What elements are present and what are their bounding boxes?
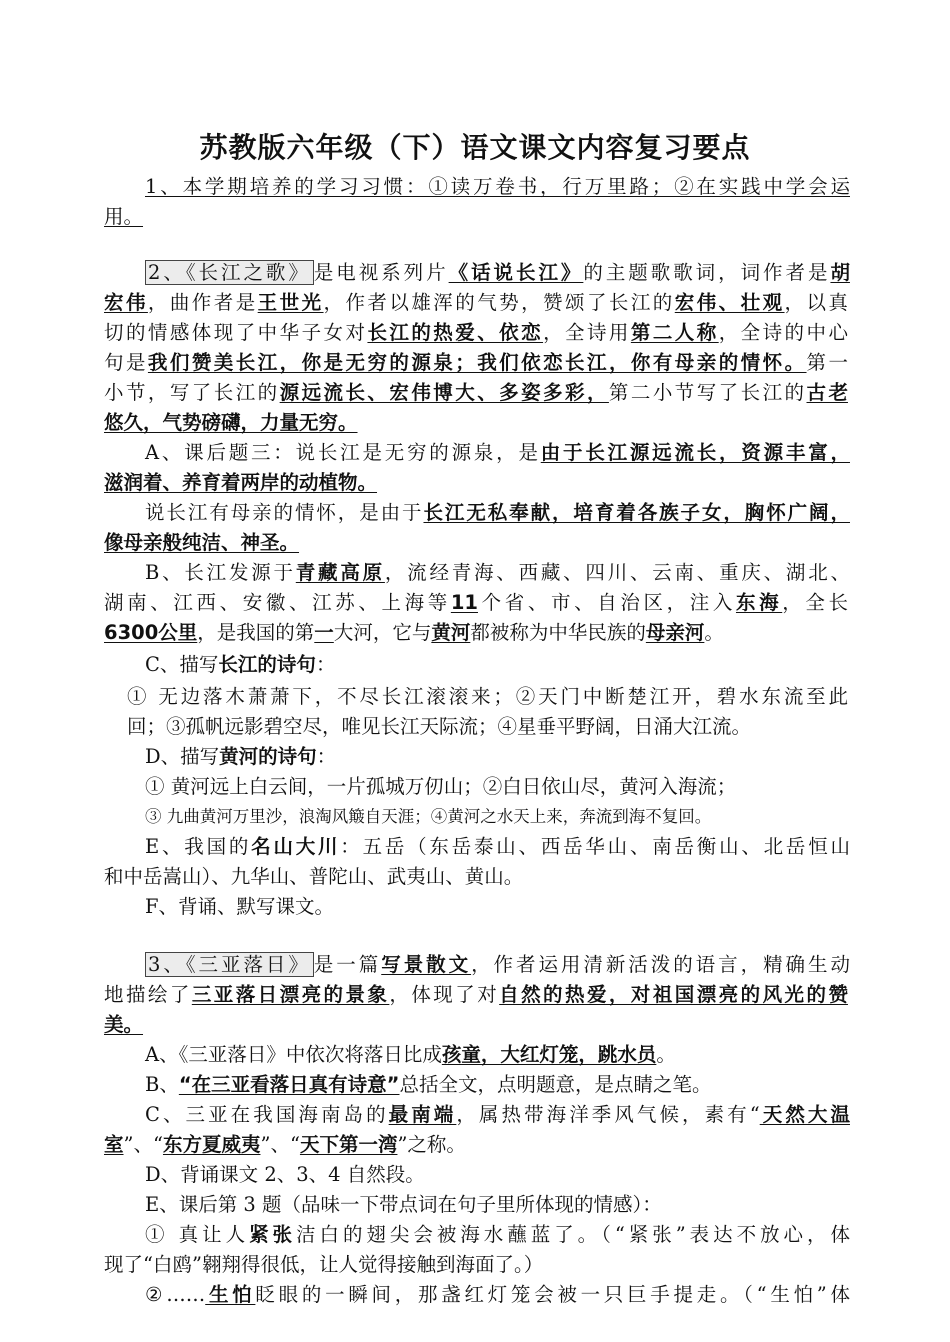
s3-key: 三亚落日漂亮的景象 xyxy=(191,983,390,1006)
s2-B-1 xyxy=(145,558,850,588)
s3-t: A、《三亚落日》中依次将落日比成 xyxy=(145,1043,442,1066)
s3-t: 。 xyxy=(656,1043,676,1066)
s2-line-6 xyxy=(104,408,848,438)
s2-key: 长江的诗句 xyxy=(218,653,316,676)
s2-t: ： xyxy=(315,653,336,676)
s2-line-1 xyxy=(145,258,850,288)
s3-C-2 xyxy=(104,1130,848,1160)
s2-t: ： xyxy=(316,745,337,768)
s2-t: B、长江发源于 xyxy=(145,561,296,584)
s2-t: ，以真 xyxy=(784,291,848,314)
s3-t: ，作者运用清新活泼的语言，精确生动 xyxy=(471,953,850,976)
s2-B-3 xyxy=(104,618,848,648)
s3-t: 眨眼的一瞬间，那盏红灯笼会被一只巨手提走。（“生怕”体 xyxy=(255,1283,850,1306)
s3-line-2 xyxy=(104,980,848,1010)
page-title: 苏教版六年级（下）语文课文内容复习要点 xyxy=(199,131,751,164)
s3-t: ”之称。 xyxy=(397,1133,466,1156)
s2-t: ，全诗的中心 xyxy=(718,321,848,344)
s2-t: ① 无边落木萧萧下，不尽长江滚滚来；②天门中断楚江开，碧水东流至此 xyxy=(127,685,848,708)
s2-t: 第二小节写了长江的 xyxy=(608,381,807,404)
s3-t: 洁白的翅尖会被海水蘸蓝了。（“紧张”表达不放心，体 xyxy=(296,1223,850,1246)
s2-key: 我们赞美长江，你是无穷的源泉；我们依恋长江，你有母亲的情怀。 xyxy=(147,351,807,374)
s2-D-3 xyxy=(145,802,850,832)
s3-t: 现了“白鸥”翱翔得很低，让人觉得接触到海面了。） xyxy=(104,1253,544,1276)
s3-key: 紧张 xyxy=(249,1223,297,1246)
s2-C-3 xyxy=(127,712,848,742)
s2-line-4 xyxy=(104,348,848,378)
s2-t: 是电视系列片 xyxy=(313,261,449,284)
s2-E-1 xyxy=(145,832,850,862)
s1-line-1 xyxy=(145,172,850,202)
s2-F xyxy=(145,892,850,922)
s2-key: 长江的热爱、依恋 xyxy=(367,321,544,344)
s3-key: 孩童，大红灯笼，跳水员 xyxy=(441,1043,657,1066)
s3-t: B、 xyxy=(145,1073,179,1096)
s2-line-2 xyxy=(104,288,848,318)
s2-t: D、描写 xyxy=(145,745,220,768)
s2-t: 。 xyxy=(704,621,724,644)
s2-lyricist: 胡 xyxy=(830,261,850,284)
s3-E-1 xyxy=(145,1190,850,1220)
s2-A-1 xyxy=(145,438,850,468)
s3-t: 总括全文，点明题意，是点睛之笔。 xyxy=(399,1073,712,1096)
s2-key: 东海 xyxy=(735,591,783,614)
s3-A xyxy=(145,1040,850,1070)
s2-key: 源远流长、宏伟博大、多姿多彩， xyxy=(279,381,609,404)
s3-t: ”、“ xyxy=(260,1133,300,1156)
s3-line-3 xyxy=(104,1010,848,1040)
s3-key: 生怕 xyxy=(205,1283,256,1306)
s3-B xyxy=(145,1070,850,1100)
s3-t: E、课后第 3 题（品味一下带点词在句子里所体现的情感）： xyxy=(145,1193,662,1216)
s2-key: 滋润着、养育着两岸的动植物。 xyxy=(104,471,378,494)
s2-t: ，全诗用 xyxy=(543,321,631,344)
s2-t: ① 黄河远上白云间，一片孤城万仞山；②白日依山尽，黄河入海流； xyxy=(145,775,737,798)
s2-t: 个省、市、自治区，注入 xyxy=(477,591,736,614)
s2-t: ，是我国的第 xyxy=(197,621,315,644)
s3-t: C、三亚在我国海南岛的 xyxy=(145,1103,389,1126)
s3-t: 是一篇 xyxy=(313,953,382,976)
s2-t: ，全长 xyxy=(782,591,848,614)
s3-E-4 xyxy=(145,1280,850,1310)
s2-composer: 王世光 xyxy=(257,291,324,314)
s2-t: 湖南、江西、安徽、江苏、上海等 xyxy=(104,591,451,614)
s2-t: 回；③孤帆远影碧空尽，唯见长江天际流；④星垂平野阔，日涌大江流。 xyxy=(127,715,752,738)
s2-key: 一 xyxy=(314,621,334,644)
s2-D-1 xyxy=(145,742,850,772)
s2-key: 黄河 xyxy=(431,621,471,644)
s3-key: 室 xyxy=(104,1133,124,1156)
s2-t: ，流经青海、西藏、四川、云南、重庆、湖北、 xyxy=(384,561,850,584)
s2-t: ：五岳（东岳泰山、西岳华山、南岳衡山、北岳恒山 xyxy=(340,835,850,858)
s3-key: 自然的热爱，对祖国漂亮的风光的赞 xyxy=(499,983,848,1006)
s3-key: 天然大温 xyxy=(759,1103,850,1126)
s3-key: “在三亚看落日真有诗意” xyxy=(178,1073,400,1096)
s2-t: E、我国的 xyxy=(145,835,252,858)
s2-A-3 xyxy=(145,498,850,528)
s2-E-2 xyxy=(104,862,848,892)
s2-t: 和中岳嵩山）、九华山、普陀山、武夷山、黄山。 xyxy=(104,865,524,888)
s3-t: D、背诵课文 2、3、4 自然段。 xyxy=(145,1163,425,1186)
s2-C-2 xyxy=(127,682,848,712)
s2-key: 长江无私奉献，培育着各族子女，胸怀广阔， xyxy=(423,501,850,524)
s2-key: 古老 xyxy=(806,381,848,404)
s2-t: C、描写 xyxy=(145,653,219,676)
s2-key: 第二人称 xyxy=(630,321,719,344)
s2-A-4 xyxy=(104,528,848,558)
section-label-changjiang: 2、《长江之歌》 xyxy=(145,260,314,285)
s3-t: ②…… xyxy=(145,1283,206,1306)
s2-line-3 xyxy=(104,318,848,348)
s2-line-5 xyxy=(104,378,848,408)
s3-t: ”、“ xyxy=(123,1133,163,1156)
s3-E-2 xyxy=(145,1220,850,1250)
s3-E-3 xyxy=(104,1250,848,1280)
s3-key: 最南端 xyxy=(388,1103,457,1126)
s2-lyricist: 宏伟 xyxy=(104,291,148,314)
s2-t: 句是 xyxy=(104,351,148,374)
s2-key: 名山大川 xyxy=(251,835,341,858)
s2-t: 大河，它与 xyxy=(333,621,432,644)
s2-t: A、课后题三：说长江是无穷的源泉，是 xyxy=(145,441,541,464)
s2-t: 切的情感体现了中华子女对 xyxy=(104,321,368,344)
s3-D xyxy=(145,1160,850,1190)
s2-t: 都被称为中华民族的 xyxy=(470,621,646,644)
s2-t: 说长江有母亲的情怀，是由于 xyxy=(145,501,424,524)
s2-C-1 xyxy=(145,650,850,680)
s3-key: 东方夏威夷 xyxy=(162,1133,261,1156)
s2-D-2 xyxy=(145,772,850,802)
s2-t: ，曲作者是 xyxy=(147,291,258,314)
s3-key: 写景散文 xyxy=(381,953,472,976)
s3-t: ，体现了对 xyxy=(389,983,500,1006)
s2-t: F、背诵、默写课文。 xyxy=(145,895,335,918)
s3-t: ，属热带海洋季风气候，素有“ xyxy=(456,1103,760,1126)
s3-key: 美。 xyxy=(104,1013,144,1036)
s3-t: 地描绘了 xyxy=(104,983,192,1006)
s2-t: ③ 九曲黄河万里沙，浪淘风簸自天涯；④黄河之水天上来，奔流到海不复回。 xyxy=(145,807,712,826)
s2-song-series: 《话说长江》 xyxy=(448,261,584,284)
s2-B-2 xyxy=(104,588,848,618)
s2-t: 小节，写了长江的 xyxy=(104,381,280,404)
s1-text-2: 用。 xyxy=(104,205,144,228)
s2-key: 6300公里 xyxy=(104,621,198,644)
s3-C-1 xyxy=(145,1100,850,1130)
s2-t: ，作者以雄浑的气势，赞颂了长江的 xyxy=(323,291,675,314)
s2-t: 的主题歌歌词，词作者是 xyxy=(583,261,831,284)
s2-key: 像母亲般纯洁、神圣。 xyxy=(104,531,300,554)
s2-key: 宏伟、壮观 xyxy=(674,291,785,314)
s2-key: 11 xyxy=(450,591,478,614)
s2-key: 母亲河 xyxy=(645,621,705,644)
s2-key: 由于长江源远流长，资源丰富， xyxy=(540,441,850,464)
s2-t: 第一 xyxy=(806,351,848,374)
section-label-sanya: 3、《三亚落日》 xyxy=(145,952,314,977)
s1-text-1: 1、本学期培养的学习习惯：①读万卷书，行万里路；②在实践中学会运 xyxy=(145,175,850,198)
s1-line-2 xyxy=(104,202,848,232)
s3-t: ① 真让人 xyxy=(145,1223,250,1246)
s2-A-2 xyxy=(104,468,848,498)
s3-line-1 xyxy=(145,950,850,980)
s2-key: 黄河的诗句 xyxy=(219,745,317,768)
s2-key: 青藏高原 xyxy=(295,561,385,584)
s2-key: 悠久，气势磅礴，力量无穷。 xyxy=(104,411,358,434)
s3-key: 天下第一湾 xyxy=(299,1133,398,1156)
